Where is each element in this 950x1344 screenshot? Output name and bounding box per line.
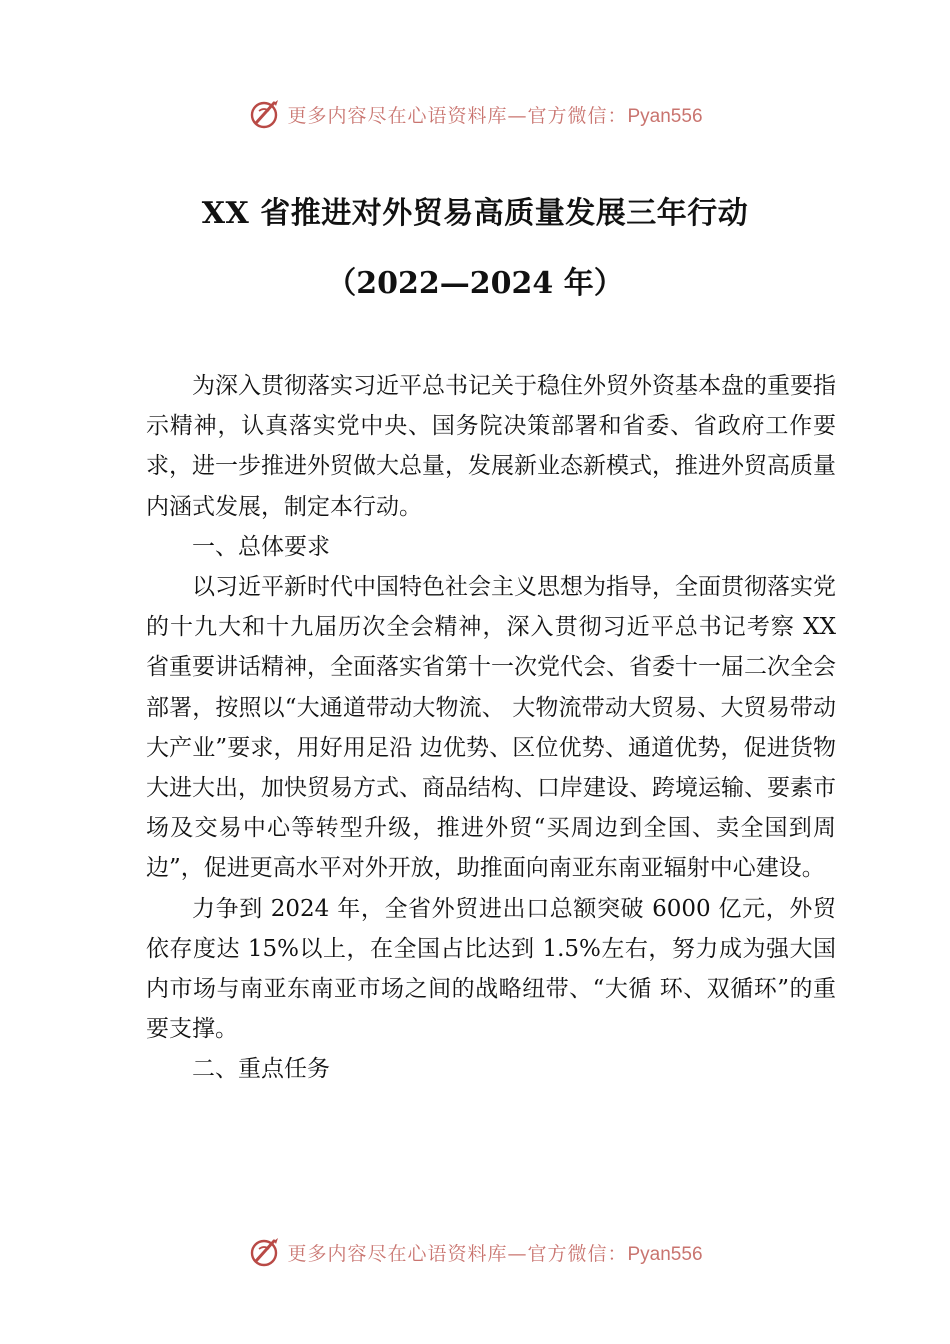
watermark-text <box>287 101 702 128</box>
section-heading-general-requirements: 一、总体要求 <box>192 533 330 560</box>
section-heading-key-tasks: 二、重点任务 <box>192 1056 330 1083</box>
paragraph-guiding-ideology: 以习近平新时代中国特色社会主义思想为指导，全面贯彻落实党的十九大和十九届历次全会精神，深入贯彻习近平总书记考察 XX 省重要讲话精神，全面落实省第十一次党代会、省委十一届二次全会部署，按照以“大通道带动大物流、 大物流带动大贸易、大贸易带动大产业”要求，用好用足沿 边优势、区位优势、通道优势，促进货物大进大出，加快贸易方式、商品结构、口岸建设、跨境运输、要素市场及交易中心等转型升级，推进外贸“买周边到全国、卖全国到周边”，促进更高水平对外开放，助推面向南亚东南亚辐射中心建设。 <box>146 574 836 882</box>
paragraph-targets: 力争到 2024 年，全省外贸进出口总额突破 6000 亿元，外贸依存度达 15%以上，在全国占比达到 1.5%左右，努力成为强大国内市场与南亚东南亚市场之间的战略纽带、“大循 环、双循环”的重要支撑。 <box>146 895 836 1043</box>
watermark-label: 更多内容尽在心语资料库—官方微信： <box>287 1242 628 1265</box>
watermark-label: 更多内容尽在心语资料库—官方微信： <box>287 104 628 127</box>
quill-pen-seal-icon <box>247 97 281 131</box>
document-body <box>146 366 836 1090</box>
watermark-banner-top <box>0 94 950 134</box>
document-title: XX 省推进对外贸易高质量发展三年行动 <box>201 196 749 231</box>
watermark-text <box>287 1239 702 1266</box>
watermark-banner-bottom <box>0 1232 950 1272</box>
watermark-wechat-id: Pyan556 <box>627 105 703 127</box>
paragraph-intro: 为深入贯彻落实习近平总书记关于稳住外贸外资基本盘的重要指示精神，认真落实党中央、国务院决策部署和省委、省政府工作要求，进一步推进外贸做大总量，发展新业态新模式，推进外贸高质量内涵式发展，制定本行动。 <box>146 373 836 520</box>
document-subtitle: （2022—2024 年） <box>326 266 624 301</box>
watermark-wechat-id: Pyan556 <box>627 1243 703 1265</box>
quill-pen-seal-icon <box>247 1235 281 1269</box>
